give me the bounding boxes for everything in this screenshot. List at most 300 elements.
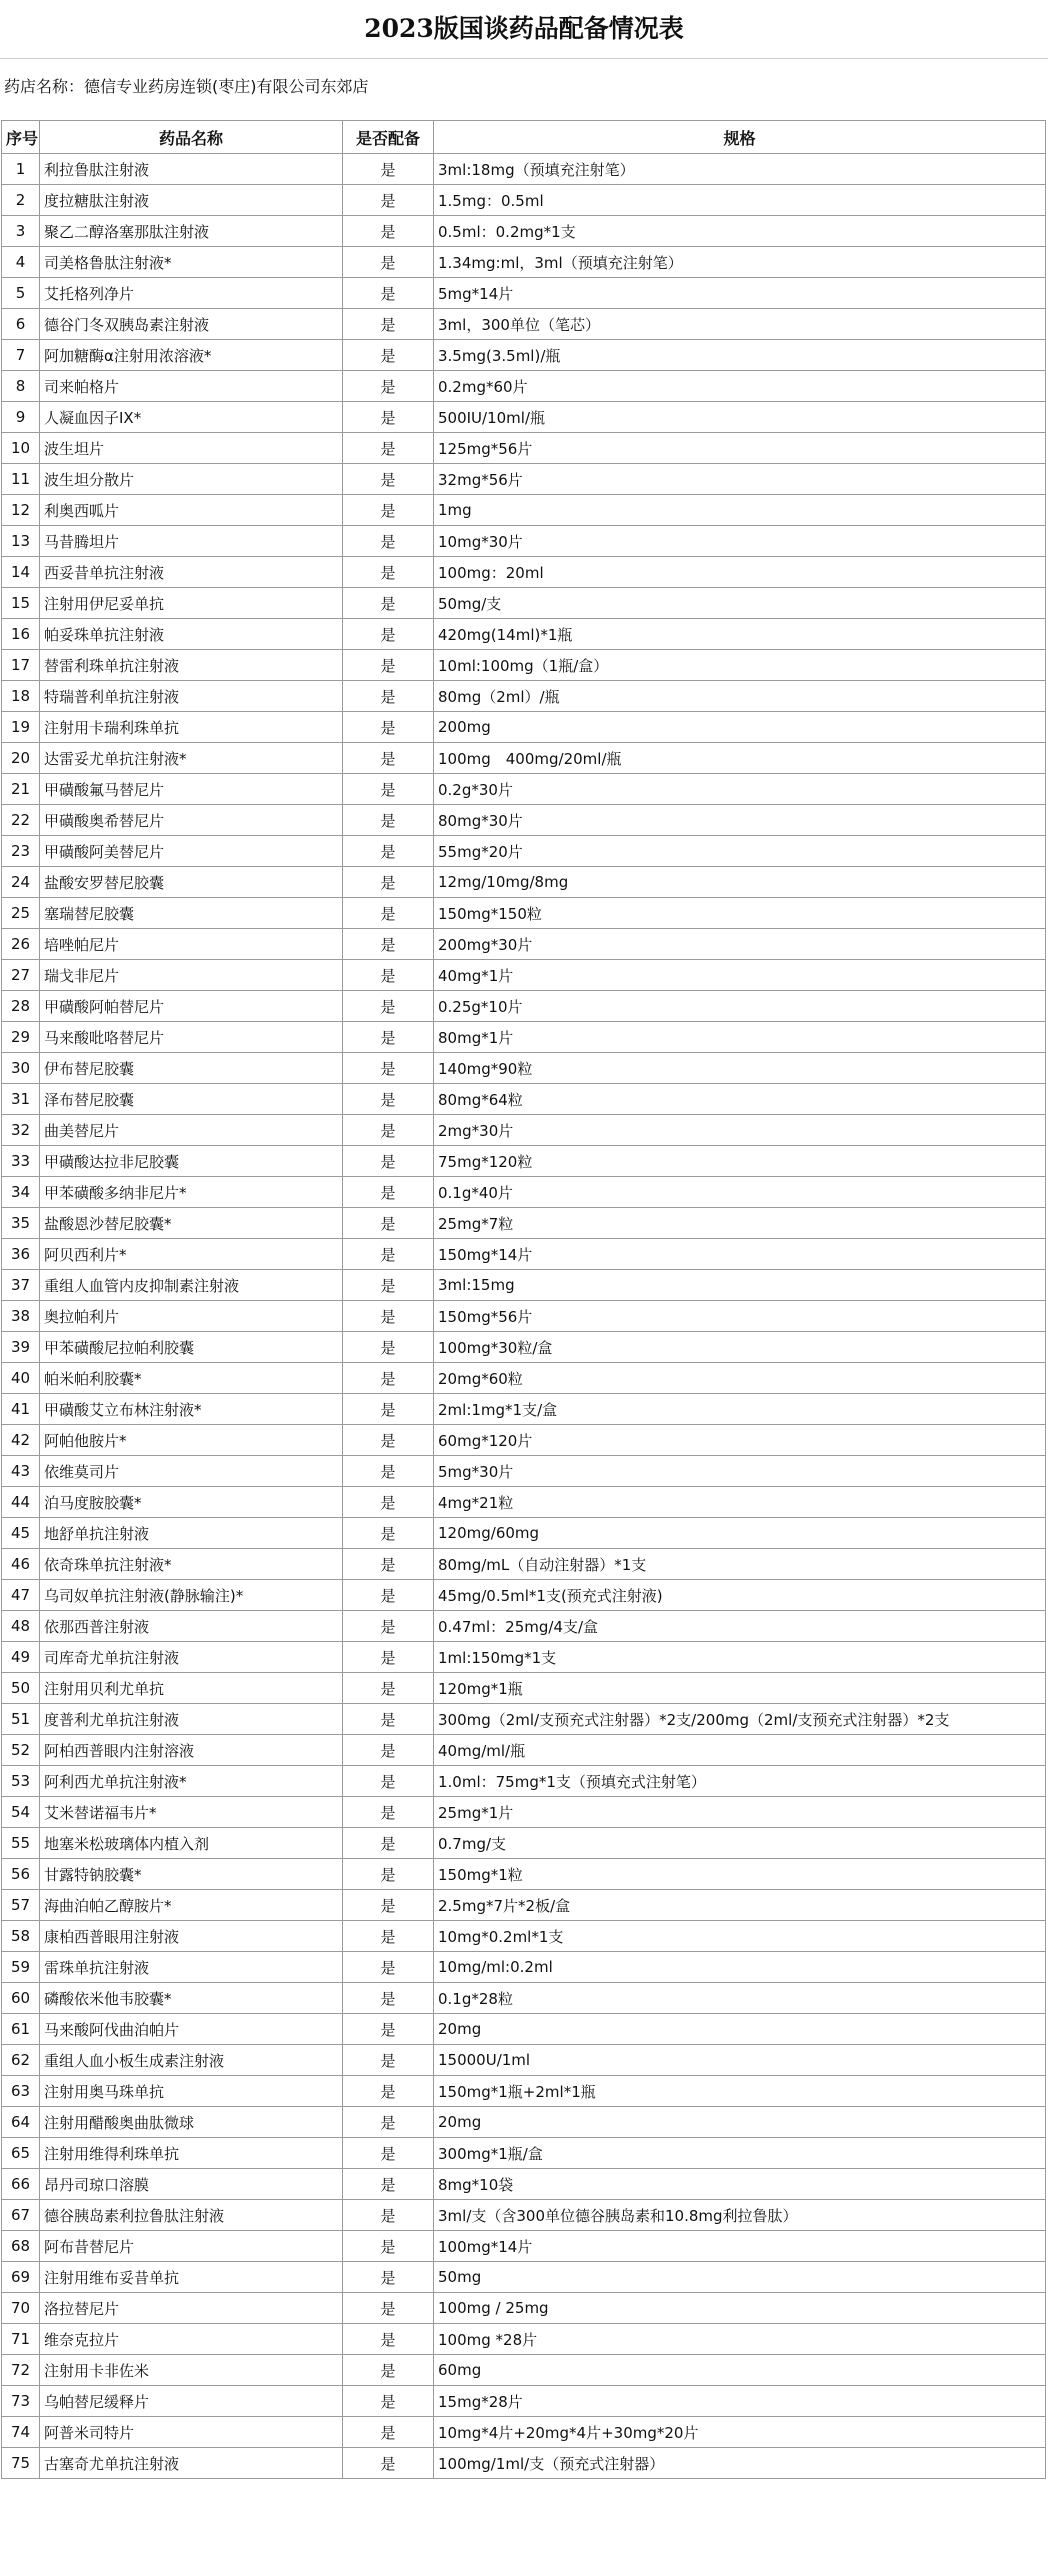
- cell-equipped: 是: [343, 1084, 434, 1115]
- cell-drug-name: 甲磺酸阿帕替尼片: [40, 991, 343, 1022]
- cell-drug-name: 依奇珠单抗注射液*: [40, 1549, 343, 1580]
- cell-equipped: 是: [343, 1115, 434, 1146]
- cell-index: 56: [2, 1859, 40, 1890]
- table-row: [2, 464, 1046, 495]
- table-row: [2, 1208, 1046, 1239]
- cell-spec: 10mg*4片+20mg*4片+30mg*20片: [434, 2417, 1046, 2448]
- cell-equipped: 是: [343, 991, 434, 1022]
- cell-spec: 2.5mg*7片*2板/盒: [434, 1890, 1046, 1921]
- cell-equipped: 是: [343, 2169, 434, 2200]
- cell-drug-name: 昂丹司琼口溶膜: [40, 2169, 343, 2200]
- cell-equipped: 是: [343, 1177, 434, 1208]
- cell-index: 70: [2, 2293, 40, 2324]
- cell-equipped: 是: [343, 1983, 434, 2014]
- cell-spec: 15000U/1ml: [434, 2045, 1046, 2076]
- table-row: [2, 1983, 1046, 2014]
- cell-index: 25: [2, 898, 40, 929]
- cell-equipped: 是: [343, 247, 434, 278]
- cell-spec: 420mg(14ml)*1瓶: [434, 619, 1046, 650]
- cell-spec: 50mg/支: [434, 588, 1046, 619]
- cell-equipped: 是: [343, 371, 434, 402]
- table-row: [2, 1828, 1046, 1859]
- cell-drug-name: 培唑帕尼片: [40, 929, 343, 960]
- page-title: 2023版国谈药品配备情况表: [0, 0, 1048, 59]
- table-row: [2, 2200, 1046, 2231]
- cell-spec: 10mg*0.2ml*1支: [434, 1921, 1046, 1952]
- table-row: [2, 836, 1046, 867]
- cell-spec: 75mg*120粒: [434, 1146, 1046, 1177]
- cell-spec: 80mg*1片: [434, 1022, 1046, 1053]
- table-row: [2, 2045, 1046, 2076]
- cell-drug-name: 古塞奇尤单抗注射液: [40, 2448, 343, 2479]
- cell-drug-name: 甲磺酸艾立布林注射液*: [40, 1394, 343, 1425]
- cell-drug-name: 司库奇尤单抗注射液: [40, 1642, 343, 1673]
- cell-spec: 12mg/10mg/8mg: [434, 867, 1046, 898]
- cell-spec: 1ml:150mg*1支: [434, 1642, 1046, 1673]
- cell-drug-name: 达雷妥尤单抗注射液*: [40, 743, 343, 774]
- cell-equipped: 是: [343, 588, 434, 619]
- cell-spec: 100mg*30粒/盒: [434, 1332, 1046, 1363]
- cell-index: 67: [2, 2200, 40, 2231]
- cell-drug-name: 替雷利珠单抗注射液: [40, 650, 343, 681]
- cell-drug-name: 瑞戈非尼片: [40, 960, 343, 991]
- cell-drug-name: 甲苯磺酸尼拉帕利胶囊: [40, 1332, 343, 1363]
- cell-index: 42: [2, 1425, 40, 1456]
- cell-index: 41: [2, 1394, 40, 1425]
- cell-drug-name: 地塞米松玻璃体内植入剂: [40, 1828, 343, 1859]
- table-row: [2, 1580, 1046, 1611]
- cell-index: 16: [2, 619, 40, 650]
- cell-index: 9: [2, 402, 40, 433]
- cell-equipped: 是: [343, 1146, 434, 1177]
- cell-equipped: 是: [343, 712, 434, 743]
- table-row: [2, 2448, 1046, 2479]
- cell-index: 30: [2, 1053, 40, 1084]
- table-row: [2, 557, 1046, 588]
- cell-drug-name: 甲苯磺酸多纳非尼片*: [40, 1177, 343, 1208]
- cell-spec: 10ml:100mg（1瓶/盒）: [434, 650, 1046, 681]
- cell-drug-name: 泊马度胺胶囊*: [40, 1487, 343, 1518]
- cell-drug-name: 奥拉帕利片: [40, 1301, 343, 1332]
- cell-spec: 150mg*14片: [434, 1239, 1046, 1270]
- cell-spec: 50mg: [434, 2262, 1046, 2293]
- cell-index: 73: [2, 2386, 40, 2417]
- table-row: [2, 2417, 1046, 2448]
- cell-index: 49: [2, 1642, 40, 1673]
- cell-spec: 0.7mg/支: [434, 1828, 1046, 1859]
- table-row: [2, 650, 1046, 681]
- cell-drug-name: 注射用贝利尤单抗: [40, 1673, 343, 1704]
- table-row: [2, 1735, 1046, 1766]
- cell-equipped: 是: [343, 526, 434, 557]
- table-row: [2, 774, 1046, 805]
- table-row: [2, 1084, 1046, 1115]
- cell-spec: 3.5mg(3.5ml)/瓶: [434, 340, 1046, 371]
- cell-equipped: 是: [343, 2107, 434, 2138]
- cell-equipped: 是: [343, 1797, 434, 1828]
- cell-equipped: 是: [343, 2355, 434, 2386]
- cell-drug-name: 雷珠单抗注射液: [40, 1952, 343, 1983]
- cell-drug-name: 帕妥珠单抗注射液: [40, 619, 343, 650]
- cell-index: 71: [2, 2324, 40, 2355]
- cell-drug-name: 阿加糖酶α注射用浓溶液*: [40, 340, 343, 371]
- cell-equipped: 是: [343, 1921, 434, 1952]
- cell-spec: 3ml，300单位（笔芯）: [434, 309, 1046, 340]
- cell-index: 58: [2, 1921, 40, 1952]
- cell-spec: 150mg*1粒: [434, 1859, 1046, 1890]
- cell-index: 54: [2, 1797, 40, 1828]
- cell-spec: 5mg*30片: [434, 1456, 1046, 1487]
- cell-drug-name: 注射用维得利珠单抗: [40, 2138, 343, 2169]
- cell-drug-name: 注射用卡瑞利珠单抗: [40, 712, 343, 743]
- table-row: [2, 402, 1046, 433]
- cell-equipped: 是: [343, 805, 434, 836]
- cell-spec: 120mg/60mg: [434, 1518, 1046, 1549]
- table-row: [2, 2262, 1046, 2293]
- cell-index: 6: [2, 309, 40, 340]
- table-row: [2, 1921, 1046, 1952]
- cell-spec: 1.0ml：75mg*1支（预填充式注射笔）: [434, 1766, 1046, 1797]
- cell-spec: 100mg / 25mg: [434, 2293, 1046, 2324]
- cell-spec: 300mg*1瓶/盒: [434, 2138, 1046, 2169]
- table-row: [2, 2107, 1046, 2138]
- table-row: [2, 929, 1046, 960]
- cell-spec: 150mg*1瓶+2ml*1瓶: [434, 2076, 1046, 2107]
- table-row: [2, 743, 1046, 774]
- cell-equipped: 是: [343, 960, 434, 991]
- cell-equipped: 是: [343, 2138, 434, 2169]
- cell-spec: 0.1g*40片: [434, 1177, 1046, 1208]
- cell-index: 39: [2, 1332, 40, 1363]
- cell-index: 17: [2, 650, 40, 681]
- cell-drug-name: 利拉鲁肽注射液: [40, 154, 343, 185]
- cell-index: 4: [2, 247, 40, 278]
- table-row: [2, 1611, 1046, 1642]
- cell-spec: 20mg: [434, 2014, 1046, 2045]
- cell-equipped: 是: [343, 681, 434, 712]
- cell-index: 12: [2, 495, 40, 526]
- cell-spec: 150mg*150粒: [434, 898, 1046, 929]
- cell-equipped: 是: [343, 1363, 434, 1394]
- table-row: [2, 1394, 1046, 1425]
- table-row: [2, 309, 1046, 340]
- cell-index: 5: [2, 278, 40, 309]
- cell-equipped: 是: [343, 2448, 434, 2479]
- cell-equipped: 是: [343, 216, 434, 247]
- cell-equipped: 是: [343, 2076, 434, 2107]
- cell-drug-name: 泽布替尼胶囊: [40, 1084, 343, 1115]
- cell-equipped: 是: [343, 2262, 434, 2293]
- cell-index: 53: [2, 1766, 40, 1797]
- cell-drug-name: 波生坦片: [40, 433, 343, 464]
- cell-equipped: 是: [343, 1456, 434, 1487]
- table-row: [2, 1363, 1046, 1394]
- table-row: [2, 1890, 1046, 1921]
- cell-index: 34: [2, 1177, 40, 1208]
- table-row: [2, 371, 1046, 402]
- cell-spec: 200mg: [434, 712, 1046, 743]
- header-drug-name: 药品名称: [40, 121, 343, 154]
- cell-spec: 100mg 400mg/20ml/瓶: [434, 743, 1046, 774]
- cell-drug-name: 艾米替诺福韦片*: [40, 1797, 343, 1828]
- cell-drug-name: 波生坦分散片: [40, 464, 343, 495]
- cell-equipped: 是: [343, 185, 434, 216]
- cell-index: 72: [2, 2355, 40, 2386]
- cell-equipped: 是: [343, 929, 434, 960]
- cell-index: 57: [2, 1890, 40, 1921]
- cell-drug-name: 注射用卡非佐米: [40, 2355, 343, 2386]
- cell-equipped: 是: [343, 1549, 434, 1580]
- cell-equipped: 是: [343, 1053, 434, 1084]
- cell-index: 47: [2, 1580, 40, 1611]
- cell-drug-name: 注射用醋酸奥曲肽微球: [40, 2107, 343, 2138]
- cell-index: 27: [2, 960, 40, 991]
- cell-spec: 25mg*7粒: [434, 1208, 1046, 1239]
- cell-spec: 80mg*64粒: [434, 1084, 1046, 1115]
- cell-drug-name: 阿柏西普眼内注射溶液: [40, 1735, 343, 1766]
- cell-spec: 2ml:1mg*1支/盒: [434, 1394, 1046, 1425]
- cell-spec: 100mg/1ml/支（预充式注射器）: [434, 2448, 1046, 2479]
- cell-spec: 100mg*14片: [434, 2231, 1046, 2262]
- cell-index: 60: [2, 1983, 40, 2014]
- cell-equipped: 是: [343, 1735, 434, 1766]
- cell-equipped: 是: [343, 2324, 434, 2355]
- cell-index: 14: [2, 557, 40, 588]
- cell-drug-name: 甲磺酸达拉非尼胶囊: [40, 1146, 343, 1177]
- cell-spec: 100mg *28片: [434, 2324, 1046, 2355]
- cell-drug-name: 特瑞普利单抗注射液: [40, 681, 343, 712]
- table-row: [2, 1270, 1046, 1301]
- table-row: [2, 588, 1046, 619]
- cell-index: 10: [2, 433, 40, 464]
- cell-spec: 3ml:18mg（预填充注射笔）: [434, 154, 1046, 185]
- cell-index: 15: [2, 588, 40, 619]
- cell-index: 31: [2, 1084, 40, 1115]
- cell-equipped: 是: [343, 402, 434, 433]
- cell-index: 65: [2, 2138, 40, 2169]
- table-row: [2, 495, 1046, 526]
- cell-equipped: 是: [343, 1332, 434, 1363]
- cell-spec: 0.47ml：25mg/4支/盒: [434, 1611, 1046, 1642]
- cell-spec: 0.2g*30片: [434, 774, 1046, 805]
- cell-spec: 3ml/支（含300单位德谷胰岛素和10.8mg利拉鲁肽）: [434, 2200, 1046, 2231]
- table-row: [2, 1487, 1046, 1518]
- cell-index: 19: [2, 712, 40, 743]
- cell-index: 13: [2, 526, 40, 557]
- cell-equipped: 是: [343, 650, 434, 681]
- table-row: [2, 805, 1046, 836]
- cell-equipped: 是: [343, 1611, 434, 1642]
- cell-drug-name: 马来酸吡咯替尼片: [40, 1022, 343, 1053]
- cell-drug-name: 利奥西呱片: [40, 495, 343, 526]
- cell-drug-name: 注射用奥马珠单抗: [40, 2076, 343, 2107]
- cell-equipped: 是: [343, 1022, 434, 1053]
- cell-equipped: 是: [343, 557, 434, 588]
- cell-drug-name: 阿帕他胺片*: [40, 1425, 343, 1456]
- cell-drug-name: 维奈克拉片: [40, 2324, 343, 2355]
- cell-equipped: 是: [343, 1580, 434, 1611]
- cell-index: 38: [2, 1301, 40, 1332]
- table-row: [2, 1146, 1046, 1177]
- cell-drug-name: 伊布替尼胶囊: [40, 1053, 343, 1084]
- cell-spec: 120mg*1瓶: [434, 1673, 1046, 1704]
- cell-equipped: 是: [343, 867, 434, 898]
- cell-spec: 15mg*28片: [434, 2386, 1046, 2417]
- table-row: [2, 526, 1046, 557]
- table-row: [2, 1859, 1046, 1890]
- cell-spec: 2mg*30片: [434, 1115, 1046, 1146]
- table-row: [2, 619, 1046, 650]
- table-row: [2, 1518, 1046, 1549]
- cell-equipped: 是: [343, 495, 434, 526]
- table-row: [2, 898, 1046, 929]
- cell-spec: 10mg*30片: [434, 526, 1046, 557]
- cell-index: 33: [2, 1146, 40, 1177]
- cell-index: 11: [2, 464, 40, 495]
- table-row: [2, 1673, 1046, 1704]
- cell-spec: 55mg*20片: [434, 836, 1046, 867]
- cell-index: 28: [2, 991, 40, 1022]
- cell-index: 36: [2, 1239, 40, 1270]
- cell-equipped: 是: [343, 2386, 434, 2417]
- cell-equipped: 是: [343, 340, 434, 371]
- cell-index: 64: [2, 2107, 40, 2138]
- cell-drug-name: 洛拉替尼片: [40, 2293, 343, 2324]
- cell-drug-name: 马昔腾坦片: [40, 526, 343, 557]
- table-row: [2, 1549, 1046, 1580]
- cell-equipped: 是: [343, 1518, 434, 1549]
- cell-drug-name: 塞瑞替尼胶囊: [40, 898, 343, 929]
- cell-equipped: 是: [343, 1301, 434, 1332]
- cell-index: 61: [2, 2014, 40, 2045]
- cell-equipped: 是: [343, 2293, 434, 2324]
- cell-index: 44: [2, 1487, 40, 1518]
- table-row: [2, 2014, 1046, 2045]
- cell-index: 68: [2, 2231, 40, 2262]
- cell-drug-name: 司美格鲁肽注射液*: [40, 247, 343, 278]
- table-row: [2, 712, 1046, 743]
- cell-spec: 45mg/0.5ml*1支(预充式注射液): [434, 1580, 1046, 1611]
- table-row: [2, 185, 1046, 216]
- cell-index: 75: [2, 2448, 40, 2479]
- table-row: [2, 2231, 1046, 2262]
- cell-drug-name: 依维莫司片: [40, 1456, 343, 1487]
- table-row: [2, 1239, 1046, 1270]
- cell-spec: 1.34mg:ml，3ml（预填充注射笔）: [434, 247, 1046, 278]
- cell-spec: 140mg*90粒: [434, 1053, 1046, 1084]
- cell-equipped: 是: [343, 1828, 434, 1859]
- table-row: [2, 1952, 1046, 1983]
- cell-index: 7: [2, 340, 40, 371]
- cell-spec: 0.2mg*60片: [434, 371, 1046, 402]
- table-row: [2, 1456, 1046, 1487]
- cell-index: 1: [2, 154, 40, 185]
- cell-equipped: 是: [343, 1704, 434, 1735]
- cell-index: 26: [2, 929, 40, 960]
- header-equipped: 是否配备: [343, 121, 434, 154]
- table-row: [2, 2324, 1046, 2355]
- cell-drug-name: 度拉糖肽注射液: [40, 185, 343, 216]
- cell-equipped: 是: [343, 2014, 434, 2045]
- table-row: [2, 1115, 1046, 1146]
- cell-spec: 80mg（2ml）/瓶: [434, 681, 1046, 712]
- cell-equipped: 是: [343, 1208, 434, 1239]
- cell-drug-name: 阿利西尤单抗注射液*: [40, 1766, 343, 1797]
- store-name: 药店名称：德信专业药房连锁(枣庄)有限公司东郊店: [4, 77, 369, 96]
- cell-index: 18: [2, 681, 40, 712]
- cell-index: 69: [2, 2262, 40, 2293]
- cell-drug-name: 海曲泊帕乙醇胺片*: [40, 1890, 343, 1921]
- cell-equipped: 是: [343, 1673, 434, 1704]
- table-row: [2, 1177, 1046, 1208]
- cell-index: 20: [2, 743, 40, 774]
- cell-drug-name: 德谷胰岛素利拉鲁肽注射液: [40, 2200, 343, 2231]
- cell-spec: 40mg/ml/瓶: [434, 1735, 1046, 1766]
- cell-equipped: 是: [343, 836, 434, 867]
- cell-equipped: 是: [343, 1952, 434, 1983]
- cell-equipped: 是: [343, 774, 434, 805]
- cell-spec: 60mg*120片: [434, 1425, 1046, 1456]
- cell-equipped: 是: [343, 433, 434, 464]
- header-spec: 规格: [434, 121, 1046, 154]
- cell-spec: 20mg*60粒: [434, 1363, 1046, 1394]
- cell-equipped: 是: [343, 464, 434, 495]
- table-row: [2, 154, 1046, 185]
- cell-index: 24: [2, 867, 40, 898]
- cell-index: 55: [2, 1828, 40, 1859]
- cell-index: 35: [2, 1208, 40, 1239]
- table-row: [2, 433, 1046, 464]
- cell-index: 43: [2, 1456, 40, 1487]
- header-index: 序号: [2, 121, 40, 154]
- cell-drug-name: 马来酸阿伐曲泊帕片: [40, 2014, 343, 2045]
- cell-index: 50: [2, 1673, 40, 1704]
- table-row: [2, 1332, 1046, 1363]
- cell-equipped: 是: [343, 1766, 434, 1797]
- table-row: [2, 340, 1046, 371]
- cell-spec: 10mg/ml:0.2ml: [434, 1952, 1046, 1983]
- cell-drug-name: 甲磺酸奥希替尼片: [40, 805, 343, 836]
- cell-drug-name: 聚乙二醇洛塞那肽注射液: [40, 216, 343, 247]
- cell-drug-name: 地舒单抗注射液: [40, 1518, 343, 1549]
- table-body: [2, 154, 1046, 2479]
- cell-equipped: 是: [343, 2231, 434, 2262]
- table-row: [2, 1704, 1046, 1735]
- cell-spec: 20mg: [434, 2107, 1046, 2138]
- table-header-row: [2, 121, 1046, 154]
- cell-drug-name: 乌司奴单抗注射液(静脉输注)*: [40, 1580, 343, 1611]
- cell-drug-name: 西妥昔单抗注射液: [40, 557, 343, 588]
- cell-index: 63: [2, 2076, 40, 2107]
- cell-index: 40: [2, 1363, 40, 1394]
- cell-drug-name: 甘露特钠胶囊*: [40, 1859, 343, 1890]
- cell-drug-name: 甲磺酸氟马替尼片: [40, 774, 343, 805]
- cell-equipped: 是: [343, 1487, 434, 1518]
- cell-drug-name: 盐酸恩沙替尼胶囊*: [40, 1208, 343, 1239]
- cell-index: 51: [2, 1704, 40, 1735]
- cell-spec: 0.1g*28粒: [434, 1983, 1046, 2014]
- cell-drug-name: 帕米帕利胶囊*: [40, 1363, 343, 1394]
- cell-equipped: 是: [343, 898, 434, 929]
- cell-drug-name: 盐酸安罗替尼胶囊: [40, 867, 343, 898]
- cell-drug-name: 曲美替尼片: [40, 1115, 343, 1146]
- table-row: [2, 2355, 1046, 2386]
- cell-drug-name: 德谷门冬双胰岛素注射液: [40, 309, 343, 340]
- cell-drug-name: 艾托格列净片: [40, 278, 343, 309]
- cell-drug-name: 康柏西普眼用注射液: [40, 1921, 343, 1952]
- table-row: [2, 247, 1046, 278]
- cell-spec: 1.5mg：0.5ml: [434, 185, 1046, 216]
